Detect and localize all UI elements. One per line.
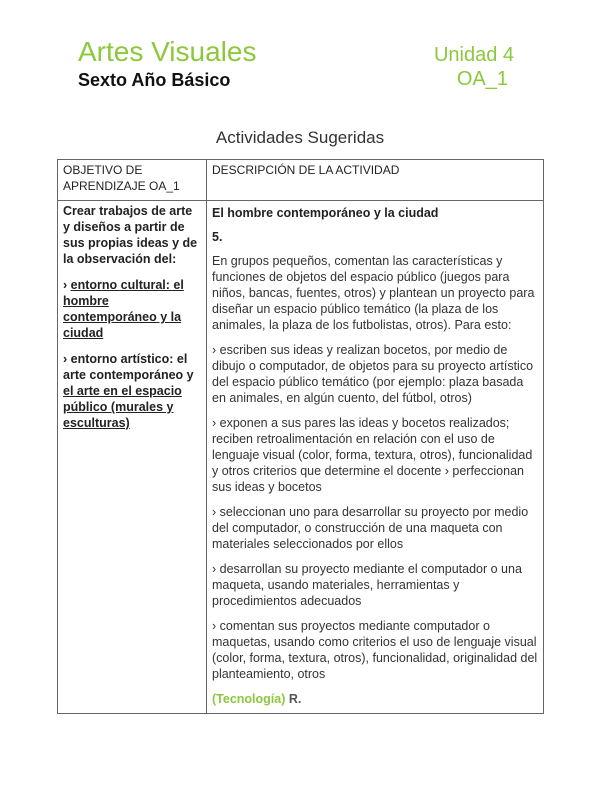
description-header-cell xyxy=(207,160,544,201)
subject-title: Artes Visuales xyxy=(78,36,257,67)
unit-label: Unidad 4 xyxy=(433,44,514,66)
technology-suffix: R. xyxy=(285,692,302,706)
objective-cell xyxy=(58,201,207,714)
grade-subtitle: Sexto Año Básico xyxy=(78,70,231,90)
activity-title: El hombre contemporáneo y la ciudad xyxy=(212,206,439,220)
activity-step-1: › escriben sus ideas y realizan bocetos, por medio de dibujo o computador, de objetos para su proyecto artístico del espacio público temático (por ejemplo: plaza basada en animales, en algún cuento, del fútbol, otros) xyxy=(212,343,534,405)
technology-label: (Tecnología) xyxy=(212,692,286,706)
description-header: DESCRIPCIÓN DE LA ACTIVIDAD xyxy=(212,163,400,177)
activity-step-5: › comentan sus proyectos mediante computador o maquetas, usando como criterios el uso de lenguaje visual (color, forma, textura, otros), funcionalidad, originalidad del planteamiento, otros xyxy=(212,619,538,681)
objective-item2-text: el arte en el espacio público (murales y esculturas) xyxy=(63,384,182,430)
objective-item1-text: entorno cultural: el hombre contemporáneo y la ciudad xyxy=(63,278,184,340)
objective-header-cell xyxy=(58,160,207,201)
activity-table xyxy=(57,159,544,714)
oa-label: OA_1 xyxy=(456,68,508,90)
objective-item-artistic xyxy=(63,351,201,431)
table-header-row xyxy=(58,160,544,201)
technology-reference xyxy=(212,691,538,707)
table-row xyxy=(58,201,544,714)
objective-item1-prefix: › xyxy=(63,278,71,292)
activity-step-3: › seleccionan uno para desarrollar su proyecto por medio del computador, o construcción de una maqueta con materiales seleccionados por ellos xyxy=(212,505,529,551)
activity-number: 5. xyxy=(212,230,223,244)
objective-item2-prefix: › entorno artístico: el arte contemporáneo y xyxy=(63,352,194,382)
section-title: Actividades Sugeridas xyxy=(215,128,385,147)
activity-description-cell xyxy=(207,201,544,714)
objective-header-line1: OBJETIVO DE xyxy=(63,163,143,177)
activity-step-2: › exponen a sus pares las ideas y bocetos realizados; reciben retroalimentación en relación con el uso de lenguaje visual (color, forma, textura, otros), funcionalidad y otros criterios que determine el docente › perfeccionan sus ideas y bocetos xyxy=(212,416,533,494)
activity-intro: En grupos pequeños, comentan las características y funciones de objetos del espacio público (juegos para niños, bancas, fuentes, otros) y plantean un proyecto para diseñar un espacio público temático (la plaza de los animales, la plaza de los futbolistas, otros). Para esto: xyxy=(212,254,535,332)
objective-text xyxy=(63,203,201,431)
objective-item-cultural xyxy=(63,277,201,341)
objective-intro: Crear trabajos de arte y diseños a partir de sus propias ideas y de la observación del: xyxy=(63,204,198,266)
activity-step-4: › desarrollan su proyecto mediante el computador o una maqueta, usando materiales, herramientas y procedimientos adecuados xyxy=(212,562,522,608)
objective-header-line2: APRENDIZAJE OA_1 xyxy=(63,179,180,193)
